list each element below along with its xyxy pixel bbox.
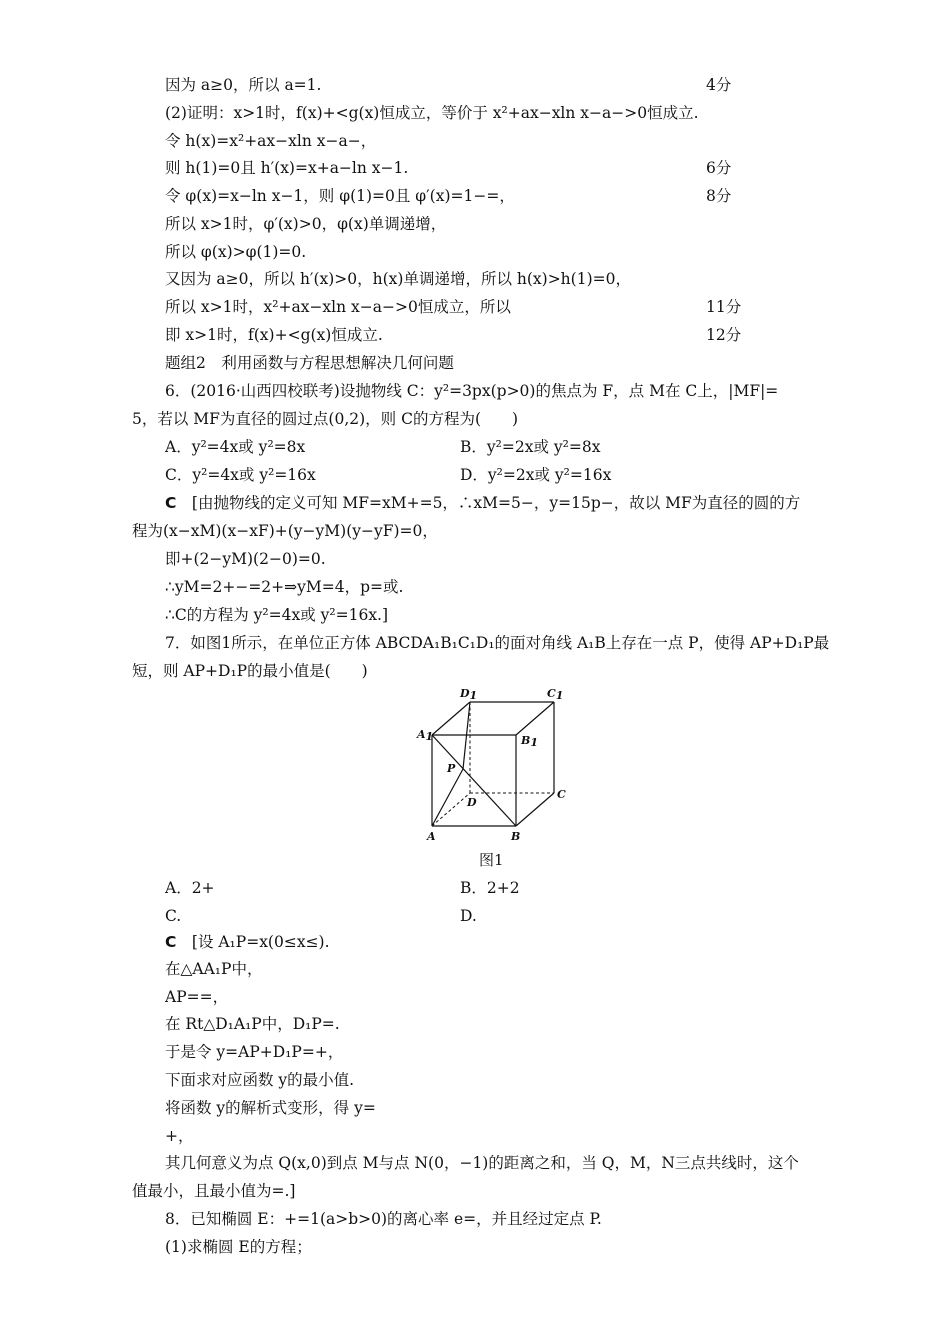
solution-line: 下面求对应函数 y的最小值. [165, 1071, 355, 1089]
solution-line: 将函数 y的解析式变形，得 y= [165, 1099, 376, 1117]
score-label: 11分 [706, 298, 742, 316]
question-6-stem: 5，若以 MF为直径的圆过点(0,2)，则 C的方程为( ) [132, 410, 519, 428]
solution-line: +， [165, 1127, 194, 1145]
text-line: 因为 a≥0，所以 a=1. [165, 76, 322, 94]
edge-a1-d1 [432, 702, 470, 735]
figure-caption: 图1 [479, 851, 504, 869]
hidden-edge-a-d [432, 793, 470, 826]
solution-line: AP==， [165, 988, 229, 1006]
answer-letter: C [165, 933, 177, 951]
text-line: 令 h(x)=x²+ax−xln x−a−， [165, 132, 377, 150]
label-a1: A1 [417, 728, 434, 743]
solution-line: C [由抛物线的定义可知 MF=xM+=5，∴xM=5−，y=15p−，故以 MF为直径的圆的方 [165, 494, 801, 512]
option-d: D．y²=2x或 y²=16x [460, 466, 612, 484]
score-label: 12分 [706, 326, 742, 344]
text-line: (2)证明：x>1时，f(x)+<g(x)恒成立，等价于 x²+ax−xln x−a−>0恒成立. [165, 104, 699, 122]
text-line: 所以 φ(x)>φ(1)=0. [165, 243, 307, 261]
label-d: D [467, 796, 477, 809]
solution-line: 即+(2−yM)(2−0)=0. [165, 550, 326, 568]
text-line: 则 h(1)=0且 h′(x)=x+a−ln x−1. [165, 159, 409, 177]
label-c: C [557, 788, 566, 801]
label-a: A [427, 830, 436, 843]
question-6-stem: 6．(2016·山西四校联考)设抛物线 C：y²=3px(p>0)的焦点为 F，点 M在 C上，|MF|= [165, 382, 779, 400]
text-line: 所以 x>1时，x²+ax−xln x−a−>0恒成立，所以 [165, 298, 511, 316]
solution-line: ∴C的方程为 y²=4x或 y²=16x.] [165, 606, 389, 624]
answer-letter: C [165, 494, 177, 512]
score-label: 4分 [706, 76, 732, 94]
question-7-stem: 7．如图1所示，在单位正方体 ABCDA₁B₁C₁D₁的面对角线 A₁B上存在一点 P，使得 AP+D₁P最 [165, 634, 830, 652]
option-b: B．y²=2x或 y²=8x [460, 438, 601, 456]
question-8-part-1: (1)求椭圆 E的方程； [165, 1238, 312, 1256]
label-b1: B1 [521, 734, 538, 749]
solution-line: 于是令 y=AP+D₁P=+， [165, 1043, 344, 1061]
option-c: C. [165, 907, 182, 925]
label-c1: C1 [547, 687, 564, 702]
question-8-stem: 8．已知椭圆 E：+=1(a>b>0)的离心率 e=，并且经过定点 P. [165, 1210, 602, 1228]
text-line: 令 φ(x)=x−ln x−1，则 φ(1)=0且 φ′(x)=1−=， [165, 187, 515, 205]
diagonal-a1-b [432, 735, 516, 826]
label-d1: D1 [460, 687, 478, 702]
solution-line: 程为(x−xM)(x−xF)+(y−yM)(y−yF)=0， [132, 522, 438, 540]
label-b: B [511, 830, 521, 843]
option-d: D. [460, 907, 477, 925]
text-line: 又因为 a≥0，所以 h′(x)>0，h(x)单调递增，所以 h(x)>h(1)=0， [165, 270, 631, 288]
option-b: B．2+2 [460, 879, 520, 897]
cube-figure [410, 682, 580, 844]
solution-line: 在 Rt△D₁A₁P中，D₁P=. [165, 1015, 340, 1033]
solution-line: 值最小，且最小值为=.] [132, 1182, 296, 1200]
option-a: A．2+ [165, 879, 215, 897]
solution-line: 在△AA₁P中， [165, 960, 263, 978]
label-p: P [447, 762, 456, 775]
text-line: 即 x>1时，f(x)+<g(x)恒成立. [165, 326, 383, 344]
score-label: 6分 [706, 159, 732, 177]
option-c: C．y²=4x或 y²=16x [165, 466, 316, 484]
edge-c-b [516, 793, 554, 826]
solution-line: 其几何意义为点 Q(x,0)到点 M与点 N(0，−1)的距离之和，当 Q，M，N三点共线时，这个 [165, 1154, 799, 1172]
solution-line: ∴yM=2+−=2+⇒yM=4，p=或. [165, 578, 404, 596]
segment-a-p [432, 769, 463, 826]
text-line: 所以 x>1时，φ′(x)>0，φ(x)单调递增， [165, 215, 447, 233]
section-heading: 题组2 利用函数与方程思想解决几何问题 [165, 354, 454, 372]
edge-c1-b1 [516, 702, 554, 735]
solution-line: C [设 A₁P=x(0≤x≤). [165, 933, 330, 951]
question-7-stem: 短，则 AP+D₁P的最小值是( ) [132, 662, 368, 680]
score-label: 8分 [706, 187, 732, 205]
option-a: A．y²=4x或 y²=8x [165, 438, 306, 456]
